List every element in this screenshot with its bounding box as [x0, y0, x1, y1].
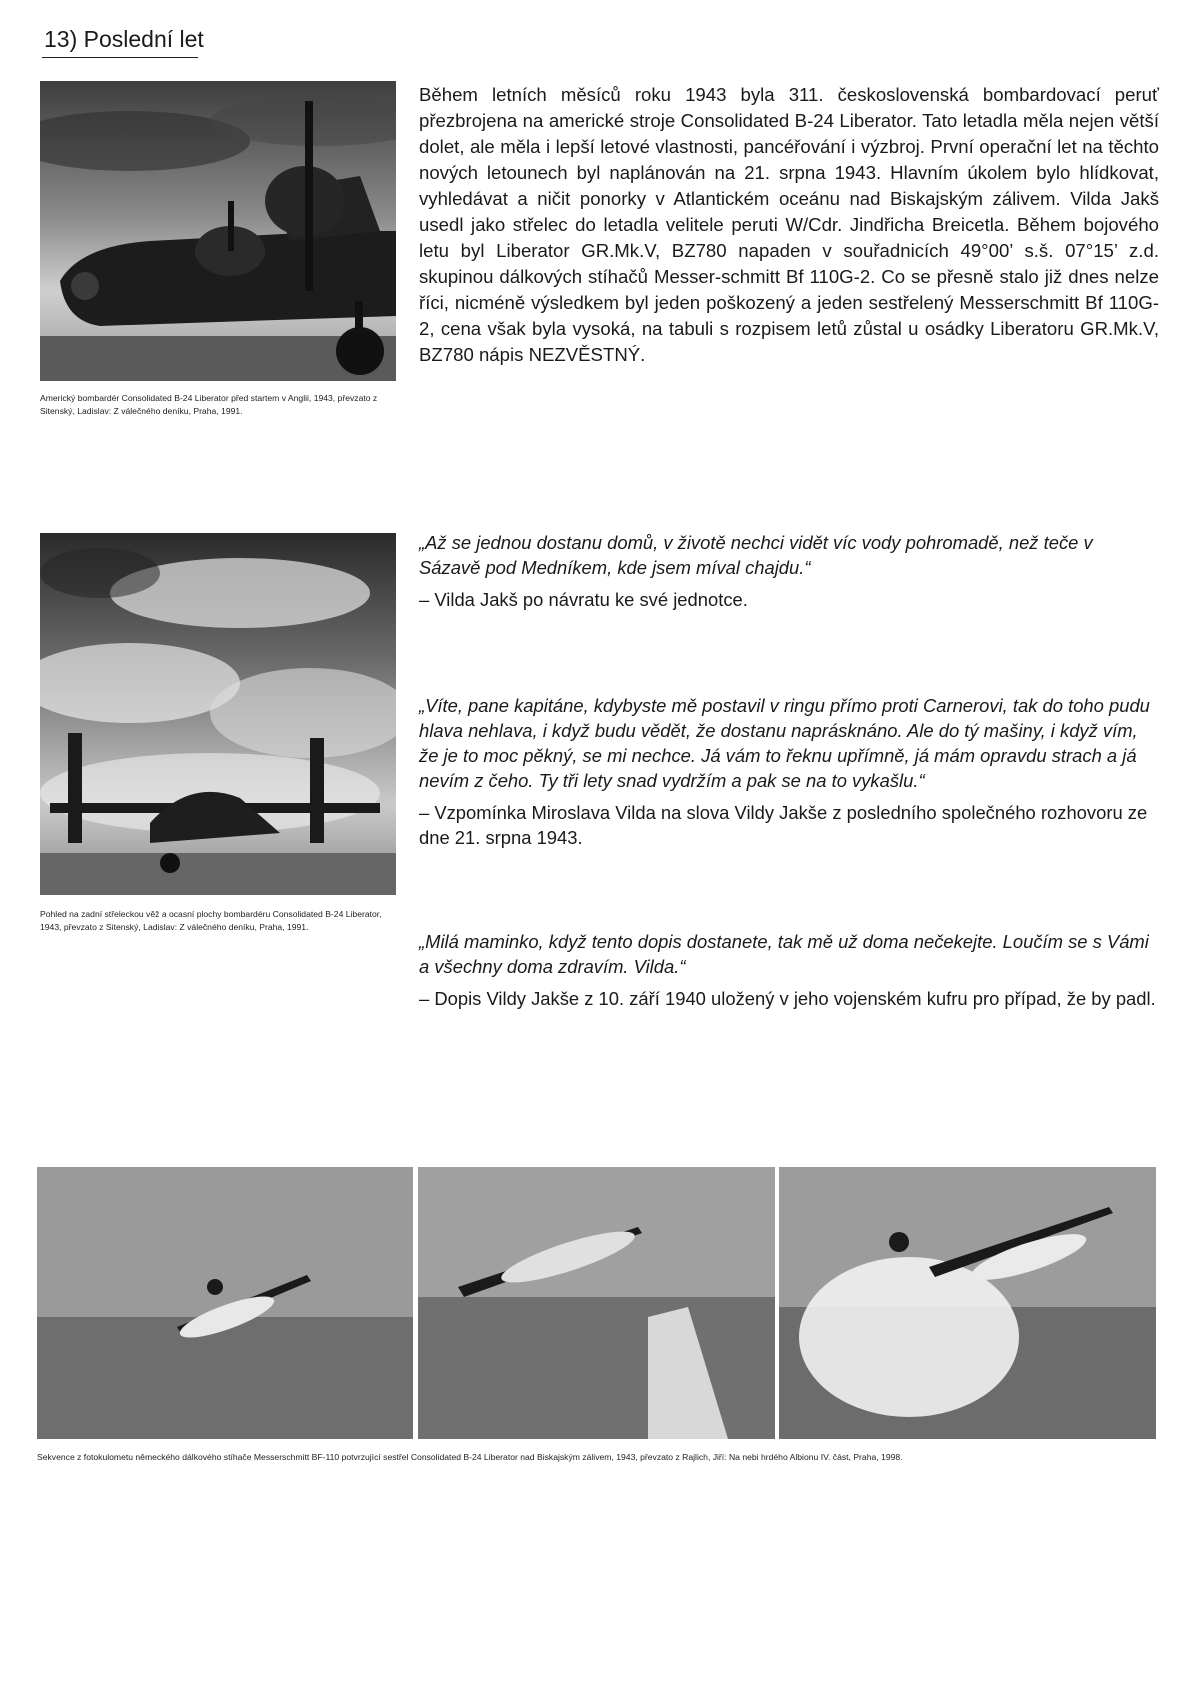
page-title: 13) Poslední let	[44, 26, 204, 52]
quote-1-attribution: – Vilda Jakš po návratu ke své jednotce.	[419, 589, 748, 610]
gun-camera-frame-1	[37, 1167, 413, 1439]
quote-3	[419, 929, 1159, 1011]
photo-b24-tail-turret	[40, 533, 396, 895]
quote-2-text: „Víte, pane kapitáne, kdybyste mě postavil v ringu přímo proti Carnerovi, tak do toho pudu hlava nehlava, i když budu vědět, že dostanu naprásknáno. Ale do tý mašiny, i když vím, že je to moc pěkný, se mi nechce. Já vám to řeknu upřímně, já mám opravdu strach a já nevím z čeho. Ty tři lety snad vydržím a pak se na to vykašlu.“	[419, 695, 1150, 791]
quote-1-text: „Až se jednou dostanu domů, v životě nechci vidět víc vody pohromadě, než teče v Sázavě pod Medníkem, kde jsem míval chajdu.“	[419, 532, 1093, 578]
gun-camera-frame-2	[418, 1167, 775, 1439]
photo-b24-before-takeoff	[40, 81, 396, 381]
quote-3-text: „Milá maminko, když tento dopis dostanete, tak mě už doma nečekejte. Loučím se s Vámi a všechny doma zdravím. Vilda.“	[419, 931, 1149, 977]
gun-camera-frame-3	[779, 1167, 1156, 1439]
photo2-caption: Pohled na zadní střeleckou věž a ocasní plochy bombardéru Consolidated B-24 Liberator, 1943, převzato z Sitenský, Ladislav: Z válečného deníku, Praha, 1991.	[40, 909, 382, 932]
photo1-caption: Americký bombardér Consolidated B-24 Liberator před startem v Anglii, 1943, převzato z Sitenský, Ladislav: Z válečného deníku, Praha, 1991.	[40, 393, 378, 416]
quote-2	[419, 693, 1159, 850]
quote-1	[419, 530, 1159, 612]
quote-3-attribution: – Dopis Vildy Jakše z 10. září 1940 uložený v jeho vojenském kufru pro případ, že by padl.	[419, 988, 1156, 1009]
title-underline	[42, 57, 198, 58]
gun-camera-caption: Sekvence z fotokulometu německého dálkového stíhače Messerschmitt BF-110 potvrzující sestřel Consolidated B-24 Liberator nad Biskajským zálivem, 1943, převzato z Rajlich, Jiří: Na nebi hrdého Albionu IV. část, Praha, 1998.	[37, 1452, 903, 1462]
quote-2-attribution: – Vzpomínka Miroslava Vilda na slova Vildy Jakše z posledního společného rozhovoru ze dne 21. srpna 1943.	[419, 802, 1148, 848]
intro-paragraph: Během letních měsíců roku 1943 byla 311. československá bombardovací peruť přezbrojena na americké stroje Consolidated B-24 Liberator. Tato letadla měla nejen větší dolet, ale měla i lepší letové vlastnosti, pancéřování i výzbroj. První operační let na těchto nových letounech byl naplánován na 21. srpna 1943. Hlavním úkolem bylo hlídkovat, vyhledávat a ničit ponorky v Atlantickém oceánu nad Biskajským zálivem. Vilda Jakš usedl jako střelec do letadla velitele peruti W/Cdr. Jindřicha Breicetla. Během bojového letu byl Liberator GR.Mk.V, BZ780 napaden v souřadnicích 49°00’ s.š. 07°15’ z.d. skupinou dálkových stíhačů Messer-schmitt Bf 110G-2. Co se přesně stalo již dnes nelze říci, nicméně výsledkem byl jeden poškozený a jeden sestřelený Messerschmitt Bf 110G-2, cena však byla vysoká, na tabuli s rozpisem letů zůstal u osádky Liberatoru GR.Mk.V, BZ780 nápis NEZVĚSTNÝ.	[419, 84, 1159, 365]
